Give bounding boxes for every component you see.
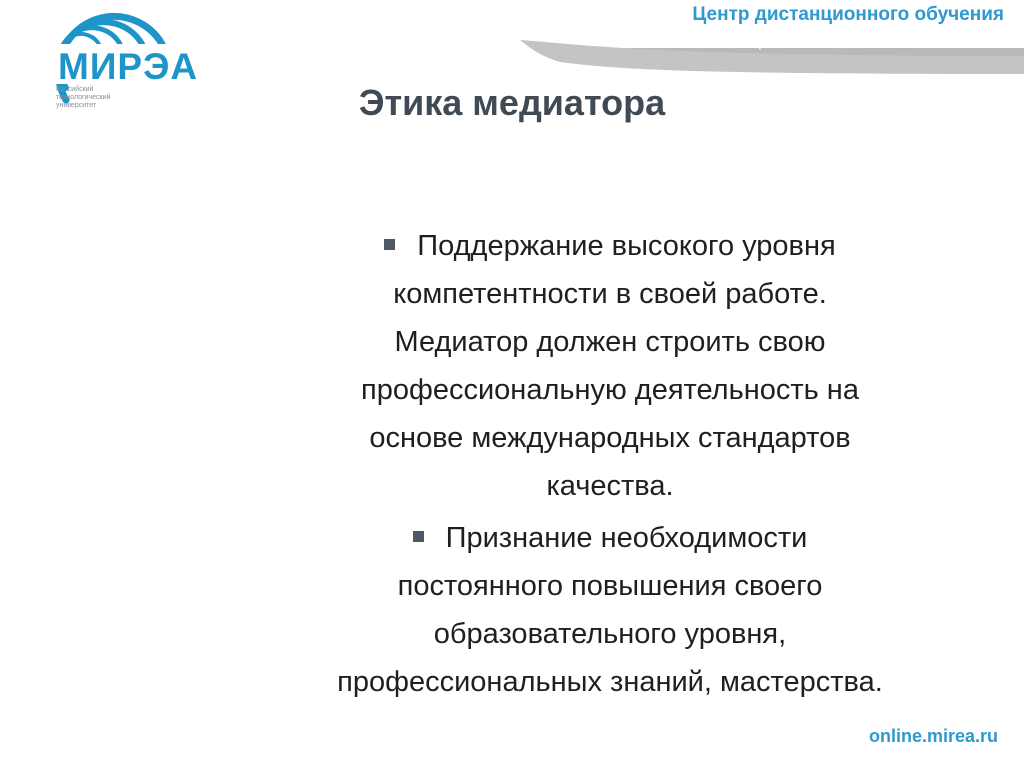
bullet-list — [230, 222, 990, 710]
bullet-line: профессиональных знаний, мастерства. — [337, 666, 883, 698]
org-title: Центр дистанционного обучения — [692, 4, 1004, 25]
bullet-item — [230, 514, 990, 706]
bullet-item — [230, 222, 990, 510]
slide-title: Этика медиатора — [358, 82, 666, 123]
bullet-line: профессиональную деятельность на — [361, 374, 859, 406]
bullet-square-icon — [384, 239, 395, 250]
logo-subtitle-line: университет — [56, 102, 97, 109]
bullet-line: основе международных стандартов — [369, 422, 851, 454]
bullet-line: Медиатор должен строить свою — [394, 326, 826, 358]
bullet-line — [230, 514, 990, 562]
logo-subtitle-line: технологический — [56, 94, 111, 101]
bullet-square-icon — [413, 531, 424, 542]
org-subtitle: образование в стиле hi tech — [740, 33, 948, 50]
bullet-line: постоянного повышения своего — [397, 570, 823, 602]
logo-wordmark: МИРЭА — [58, 46, 199, 87]
bullet-line: образовательного уровня, — [433, 618, 787, 650]
bullet-line: качества. — [546, 470, 674, 502]
bullet-text: Признание необходимости — [445, 522, 808, 554]
bullet-line: компетентности в своей работе. — [393, 278, 827, 310]
bullet-line — [230, 222, 990, 270]
footer-url-link[interactable]: online.mirea.ru — [868, 726, 998, 746]
bullet-text: Поддержание высокого уровня — [417, 230, 836, 262]
logo-subtitle-line: Российский — [56, 86, 94, 93]
